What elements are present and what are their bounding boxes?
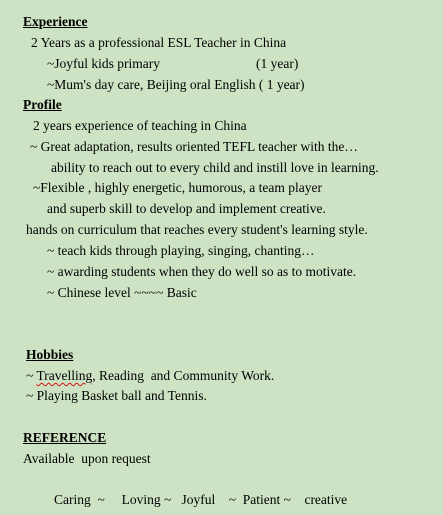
hobbies-heading: Hobbies	[26, 347, 74, 362]
experience-heading: Experience	[23, 14, 88, 29]
profile-line: hands on curriculum that reaches every student's learning style.	[26, 222, 368, 237]
hobbies-rest: , Reading and Community Work.	[92, 368, 275, 383]
profile-line: ability to reach out to every child and instill love in learning.	[51, 160, 379, 175]
hobbies-line: ~ Playing Basket ball and Tennis.	[26, 388, 207, 403]
profile-line: ~ Chinese level ~~~~ Basic	[47, 285, 197, 300]
experience-job-1: ~Joyful kids primary	[47, 56, 161, 71]
reference-heading: REFERENCE	[23, 430, 107, 445]
profile-line: and superb skill to develop and implement creative.	[47, 201, 326, 216]
profile-line: ~ awarding students when they do well so as to motivate.	[47, 264, 357, 279]
profile-line: 2 years experience of teaching in China	[33, 118, 247, 133]
hobbies-prefix: ~	[26, 368, 37, 383]
traits-line: Caring ~ Loving ~ Joyful ~ Patient ~ creative	[54, 492, 348, 507]
hobbies-line	[26, 367, 274, 385]
reference-text: Available upon request	[23, 451, 151, 466]
profile-heading: Profile	[23, 97, 62, 112]
spellcheck-word: Travelling	[36, 368, 93, 383]
profile-line: ~ Great adaptation, results oriented TEFL teacher with the…	[30, 139, 358, 154]
profile-line: ~Flexible , highly energetic, humorous, a team player	[33, 180, 322, 195]
experience-summary: 2 Years as a professional ESL Teacher in China	[31, 35, 287, 50]
profile-line: ~ teach kids through playing, singing, chanting…	[47, 243, 315, 258]
experience-job-1-duration: (1 year)	[256, 56, 299, 71]
experience-job-2: ~Mum's day care, Beijing oral English ( 1 year)	[47, 77, 305, 92]
